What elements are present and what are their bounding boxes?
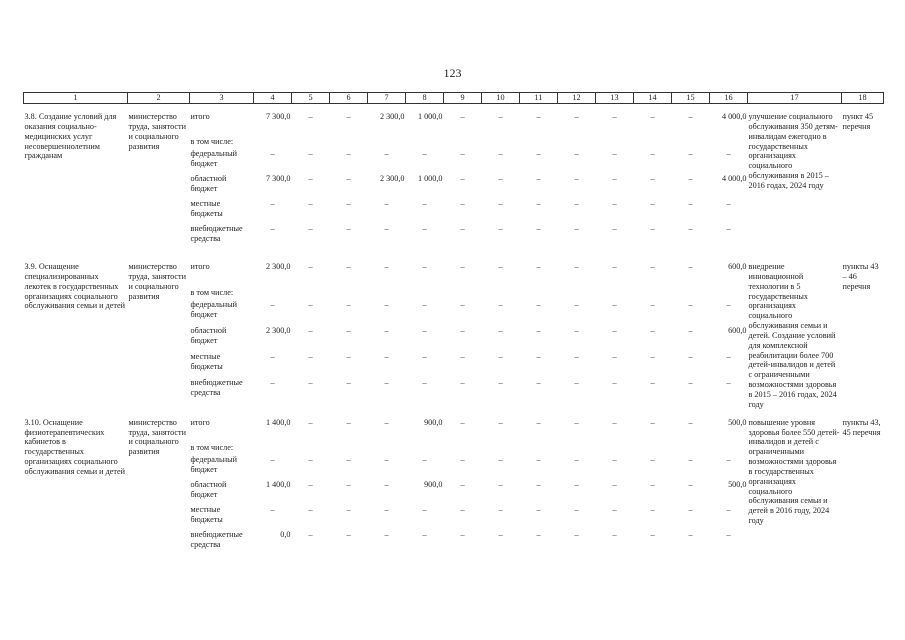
amount-cell: – bbox=[422, 224, 427, 233]
amount-cell bbox=[710, 137, 748, 149]
measure-name: 3.10. Оснащение физиотерапевтических кабинетов в государственных организациях социального обслуживания семьи и детей bbox=[24, 417, 126, 476]
amount-cell: – bbox=[498, 199, 503, 208]
funding-source: в том числе: bbox=[190, 287, 234, 297]
amount-cell: – bbox=[612, 224, 617, 233]
column-header-18: 18 bbox=[842, 93, 884, 104]
amount-cell: – bbox=[536, 199, 541, 208]
amount-cell: – bbox=[384, 417, 389, 427]
amount-cell: – bbox=[384, 352, 389, 362]
amount-cell: – bbox=[650, 529, 655, 539]
amount-cell: – bbox=[650, 262, 655, 271]
amount-cell: – bbox=[688, 224, 693, 233]
amount-cell bbox=[254, 288, 292, 300]
executor-name: министерство труда, занятости и социального развития bbox=[128, 262, 187, 301]
amount-cell: – bbox=[270, 504, 275, 514]
amount-cell: – bbox=[308, 174, 313, 183]
amount-cell: – bbox=[726, 300, 731, 310]
amount-cell: – bbox=[308, 326, 313, 336]
amount-cell: – bbox=[346, 454, 351, 464]
amount-cell: – bbox=[650, 199, 655, 208]
amount-cell: – bbox=[498, 417, 503, 427]
amount-cell: – bbox=[384, 262, 389, 271]
amount-cell: – bbox=[384, 199, 389, 208]
amount-cell: – bbox=[384, 326, 389, 336]
amount-cell: – bbox=[308, 262, 313, 271]
amount-cell bbox=[558, 288, 596, 300]
funding-source: внебюджетные средства bbox=[190, 224, 243, 243]
expected-result: повышение уровня здоровья более 550 детей-инвалидов и детей с ограниченными возможностями здоровья в государственных организациях социального обслуживания семьи и детей в 2016 году, 2024 году bbox=[748, 417, 840, 526]
amount-cell: 600,0 bbox=[728, 326, 747, 336]
amount-cell: – bbox=[308, 454, 313, 464]
amount-cell: – bbox=[346, 199, 351, 208]
amount-cell: – bbox=[612, 352, 617, 362]
amount-cell: – bbox=[346, 529, 351, 539]
amount-cell: – bbox=[270, 300, 275, 310]
amount-cell bbox=[254, 137, 292, 149]
amount-cell: – bbox=[346, 417, 351, 427]
page-number: 123 bbox=[443, 66, 462, 80]
amount-cell: – bbox=[308, 112, 313, 121]
amount-cell: – bbox=[688, 262, 693, 271]
amount-cell: – bbox=[460, 417, 465, 427]
amount-cell: – bbox=[384, 454, 389, 464]
amount-cell: – bbox=[460, 454, 465, 464]
column-header-7: 7 bbox=[368, 93, 406, 104]
funding-source: внебюджетные средства bbox=[190, 378, 243, 398]
amount-cell: 4 000,0 bbox=[721, 112, 747, 121]
amount-cell: – bbox=[612, 529, 617, 539]
amount-cell: – bbox=[612, 149, 617, 158]
table-row bbox=[24, 112, 884, 137]
amount-cell: – bbox=[384, 300, 389, 310]
funding-source: итого bbox=[190, 417, 210, 427]
amount-cell: – bbox=[536, 454, 541, 464]
column-header-10: 10 bbox=[482, 93, 520, 104]
amount-cell: – bbox=[498, 174, 503, 183]
amount-cell: – bbox=[650, 224, 655, 233]
amount-cell: – bbox=[650, 300, 655, 310]
amount-cell: 500,0 bbox=[728, 417, 747, 427]
amount-cell: – bbox=[346, 224, 351, 233]
amount-cell: 500,0 bbox=[728, 479, 747, 489]
amount-cell: – bbox=[536, 174, 541, 183]
amount-cell: – bbox=[650, 504, 655, 514]
amount-cell bbox=[482, 443, 520, 455]
amount-cell: 7 300,0 bbox=[265, 174, 291, 183]
amount-cell: – bbox=[688, 417, 693, 427]
amount-cell bbox=[596, 137, 634, 149]
amount-cell: – bbox=[498, 300, 503, 310]
amount-cell: 4 000,0 bbox=[721, 174, 747, 183]
funding-source: федеральный бюджет bbox=[190, 454, 238, 474]
amount-cell: – bbox=[384, 378, 389, 388]
amount-cell bbox=[520, 443, 558, 455]
amount-cell: – bbox=[536, 479, 541, 489]
amount-cell: – bbox=[308, 224, 313, 233]
amount-cell: – bbox=[346, 174, 351, 183]
amount-cell: – bbox=[384, 479, 389, 489]
amount-cell bbox=[672, 137, 710, 149]
amount-cell: – bbox=[270, 352, 275, 362]
funding-source: местные бюджеты bbox=[190, 504, 223, 524]
amount-cell bbox=[406, 137, 444, 149]
amount-cell: – bbox=[460, 149, 465, 158]
amount-cell: – bbox=[688, 149, 693, 158]
amount-cell: – bbox=[688, 529, 693, 539]
column-header-5: 5 bbox=[292, 93, 330, 104]
amount-cell: 2 300,0 bbox=[265, 326, 291, 336]
column-header-14: 14 bbox=[634, 93, 672, 104]
amount-cell bbox=[482, 137, 520, 149]
amount-cell: – bbox=[612, 300, 617, 310]
column-header-1: 1 bbox=[24, 93, 128, 104]
amount-cell bbox=[292, 288, 330, 300]
funding-source: федеральный бюджет bbox=[190, 300, 238, 320]
amount-cell: 2 300,0 bbox=[379, 174, 405, 183]
amount-cell: – bbox=[460, 504, 465, 514]
amount-cell: – bbox=[422, 326, 427, 336]
column-header-16: 16 bbox=[710, 93, 748, 104]
amount-cell: – bbox=[574, 300, 579, 310]
reference-items: пункты 43 – 46 перечня bbox=[842, 262, 879, 291]
amount-cell: 1 000,0 bbox=[417, 174, 443, 183]
amount-cell bbox=[292, 137, 330, 149]
amount-cell: – bbox=[460, 262, 465, 271]
amount-cell: – bbox=[346, 479, 351, 489]
amount-cell: – bbox=[726, 529, 731, 539]
amount-cell: – bbox=[422, 300, 427, 310]
amount-cell: – bbox=[574, 454, 579, 464]
header-row bbox=[24, 93, 884, 104]
amount-cell: – bbox=[536, 504, 541, 514]
amount-cell: – bbox=[574, 112, 579, 121]
amount-cell: – bbox=[726, 454, 731, 464]
amount-cell: – bbox=[346, 262, 351, 271]
amount-cell: 7 300,0 bbox=[265, 112, 291, 121]
amount-cell bbox=[444, 137, 482, 149]
amount-cell: – bbox=[422, 504, 427, 514]
funding-source: местные бюджеты bbox=[190, 352, 223, 372]
amount-cell: – bbox=[536, 300, 541, 310]
amount-cell bbox=[330, 137, 368, 149]
amount-cell: – bbox=[536, 224, 541, 233]
amount-cell: – bbox=[498, 326, 503, 336]
amount-cell bbox=[444, 288, 482, 300]
amount-cell: – bbox=[270, 454, 275, 464]
amount-cell: – bbox=[726, 352, 731, 362]
amount-cell: – bbox=[498, 378, 503, 388]
amount-cell: – bbox=[574, 199, 579, 208]
table-row bbox=[24, 418, 884, 443]
amount-cell bbox=[330, 443, 368, 455]
amount-cell: 2 300,0 bbox=[265, 262, 291, 271]
amount-cell: – bbox=[422, 199, 427, 208]
amount-cell: – bbox=[612, 479, 617, 489]
amount-cell: – bbox=[346, 326, 351, 336]
amount-cell: – bbox=[308, 417, 313, 427]
amount-cell bbox=[558, 137, 596, 149]
amount-cell: – bbox=[536, 529, 541, 539]
amount-cell: – bbox=[574, 262, 579, 271]
amount-cell: – bbox=[460, 300, 465, 310]
amount-cell: – bbox=[536, 352, 541, 362]
funding-source: областной бюджет bbox=[190, 479, 227, 499]
amount-cell: – bbox=[688, 378, 693, 388]
amount-cell: – bbox=[346, 300, 351, 310]
amount-cell bbox=[292, 443, 330, 455]
amount-cell: – bbox=[460, 352, 465, 362]
amount-cell: – bbox=[460, 529, 465, 539]
amount-cell: – bbox=[308, 149, 313, 158]
amount-cell: – bbox=[498, 149, 503, 158]
amount-cell bbox=[634, 137, 672, 149]
amount-cell: – bbox=[574, 149, 579, 158]
amount-cell bbox=[558, 443, 596, 455]
amount-cell: – bbox=[498, 224, 503, 233]
amount-cell: – bbox=[346, 352, 351, 362]
amount-cell: – bbox=[498, 479, 503, 489]
funding-source: местные бюджеты bbox=[190, 199, 223, 218]
amount-cell bbox=[406, 443, 444, 455]
amount-cell: – bbox=[384, 224, 389, 233]
table-row bbox=[24, 262, 884, 288]
amount-cell: – bbox=[270, 224, 275, 233]
measure-name: 3.9. Оснащение специализированных лекотек в государственных организациях социального обслуживания семьи и детей bbox=[24, 262, 126, 311]
amount-cell: – bbox=[688, 174, 693, 183]
amount-cell bbox=[672, 443, 710, 455]
amount-cell: – bbox=[460, 199, 465, 208]
block-spacer bbox=[24, 104, 884, 113]
amount-cell: 900,0 bbox=[424, 479, 443, 489]
amount-cell: – bbox=[612, 199, 617, 208]
amount-cell: 0,0 bbox=[280, 529, 291, 539]
amount-cell bbox=[634, 443, 672, 455]
funding-source: внебюджетные средства bbox=[190, 529, 243, 549]
amount-cell: – bbox=[612, 112, 617, 121]
funding-source: областной бюджет bbox=[190, 326, 227, 346]
amount-cell: – bbox=[612, 417, 617, 427]
amount-cell: 600,0 bbox=[728, 262, 747, 271]
amount-cell: – bbox=[726, 378, 731, 388]
amount-cell: – bbox=[688, 112, 693, 121]
amount-cell: 2 300,0 bbox=[379, 112, 405, 121]
amount-cell bbox=[634, 288, 672, 300]
amount-cell: – bbox=[270, 378, 275, 388]
amount-cell: – bbox=[346, 504, 351, 514]
amount-cell: – bbox=[498, 454, 503, 464]
amount-cell: – bbox=[536, 417, 541, 427]
amount-cell: – bbox=[308, 378, 313, 388]
column-header-9: 9 bbox=[444, 93, 482, 104]
reference-items: пункты 43, 45 перечня bbox=[842, 417, 881, 437]
amount-cell bbox=[672, 288, 710, 300]
executor-name: министерство труда, занятости и социального развития bbox=[128, 417, 187, 457]
block-spacer bbox=[24, 410, 884, 418]
amount-cell: – bbox=[346, 112, 351, 121]
amount-cell: – bbox=[650, 479, 655, 489]
amount-cell bbox=[368, 443, 406, 455]
amount-cell bbox=[406, 288, 444, 300]
amount-cell: – bbox=[688, 300, 693, 310]
amount-cell bbox=[520, 137, 558, 149]
funding-source: в том числе: bbox=[190, 442, 234, 452]
amount-cell bbox=[254, 443, 292, 455]
amount-cell: – bbox=[346, 149, 351, 158]
amount-cell: – bbox=[460, 326, 465, 336]
amount-cell: – bbox=[498, 262, 503, 271]
amount-cell: – bbox=[650, 454, 655, 464]
amount-cell: – bbox=[536, 378, 541, 388]
amount-cell: – bbox=[308, 199, 313, 208]
column-header-15: 15 bbox=[672, 93, 710, 104]
funding-source: областной бюджет bbox=[190, 174, 227, 193]
amount-cell: – bbox=[498, 352, 503, 362]
amount-cell: – bbox=[612, 378, 617, 388]
amount-cell: – bbox=[650, 417, 655, 427]
amount-cell: – bbox=[308, 504, 313, 514]
amount-cell: – bbox=[536, 149, 541, 158]
amount-cell: – bbox=[574, 174, 579, 183]
amount-cell: – bbox=[536, 112, 541, 121]
amount-cell: – bbox=[422, 149, 427, 158]
column-header-8: 8 bbox=[406, 93, 444, 104]
amount-cell: – bbox=[726, 224, 731, 233]
amount-cell: – bbox=[498, 112, 503, 121]
amount-cell: – bbox=[308, 479, 313, 489]
column-header-3: 3 bbox=[190, 93, 254, 104]
amount-cell: – bbox=[308, 352, 313, 362]
measure-name: 3.8. Создание условий для оказания социально-медицинских услуг несовершеннолетним гражданам bbox=[24, 112, 117, 161]
amount-cell bbox=[710, 288, 748, 300]
amount-cell: – bbox=[384, 529, 389, 539]
amount-cell bbox=[520, 288, 558, 300]
amount-cell bbox=[482, 288, 520, 300]
amount-cell: – bbox=[422, 529, 427, 539]
amount-cell: – bbox=[688, 352, 693, 362]
amount-cell bbox=[596, 288, 634, 300]
reference-items: пункт 45 перечня bbox=[842, 112, 874, 131]
amount-cell: – bbox=[612, 504, 617, 514]
block-spacer bbox=[24, 254, 884, 262]
amount-cell: – bbox=[574, 529, 579, 539]
amount-cell: 1 400,0 bbox=[265, 417, 291, 427]
amount-cell: – bbox=[460, 378, 465, 388]
amount-cell: – bbox=[574, 224, 579, 233]
amount-cell: – bbox=[270, 149, 275, 158]
amount-cell: – bbox=[612, 262, 617, 271]
amount-cell bbox=[444, 443, 482, 455]
amount-cell: – bbox=[346, 378, 351, 388]
column-header-17: 17 bbox=[748, 93, 842, 104]
amount-cell: – bbox=[688, 326, 693, 336]
amount-cell: – bbox=[650, 174, 655, 183]
executor-name: министерство труда, занятости и социального развития bbox=[128, 112, 187, 151]
column-header-4: 4 bbox=[254, 93, 292, 104]
amount-cell: – bbox=[650, 112, 655, 121]
amount-cell: – bbox=[612, 174, 617, 183]
column-header-13: 13 bbox=[596, 93, 634, 104]
column-header-12: 12 bbox=[558, 93, 596, 104]
amount-cell: – bbox=[422, 454, 427, 464]
amount-cell: – bbox=[422, 378, 427, 388]
amount-cell: – bbox=[536, 262, 541, 271]
amount-cell: – bbox=[726, 199, 731, 208]
amount-cell: – bbox=[270, 199, 275, 208]
column-header-6: 6 bbox=[330, 93, 368, 104]
amount-cell bbox=[330, 288, 368, 300]
expected-result: улучшение социального обслуживания 350 детям-инвалидам ежегодно в государственных организациях социального обслуживания в 2015 – 2016 годах, 2024 году bbox=[748, 112, 838, 190]
amount-cell: – bbox=[498, 504, 503, 514]
amount-cell: – bbox=[384, 504, 389, 514]
amount-cell: – bbox=[384, 149, 389, 158]
amount-cell: – bbox=[574, 326, 579, 336]
amount-cell: – bbox=[612, 454, 617, 464]
amount-cell: – bbox=[688, 199, 693, 208]
amount-cell: – bbox=[460, 174, 465, 183]
amount-cell bbox=[368, 137, 406, 149]
amount-cell: – bbox=[536, 326, 541, 336]
amount-cell: – bbox=[574, 504, 579, 514]
amount-cell: – bbox=[422, 262, 427, 271]
amount-cell: – bbox=[650, 352, 655, 362]
program-table bbox=[23, 92, 884, 560]
amount-cell: – bbox=[460, 112, 465, 121]
amount-cell: – bbox=[650, 326, 655, 336]
funding-source: итого bbox=[190, 262, 210, 271]
amount-cell: – bbox=[688, 504, 693, 514]
funding-source: итого bbox=[190, 112, 210, 121]
column-header-2: 2 bbox=[128, 93, 190, 104]
amount-cell bbox=[596, 443, 634, 455]
amount-cell: – bbox=[574, 417, 579, 427]
amount-cell: – bbox=[612, 326, 617, 336]
amount-cell: – bbox=[308, 300, 313, 310]
amount-cell: – bbox=[574, 378, 579, 388]
amount-cell: – bbox=[726, 504, 731, 514]
amount-cell: – bbox=[308, 529, 313, 539]
amount-cell: – bbox=[650, 149, 655, 158]
amount-cell: – bbox=[460, 224, 465, 233]
amount-cell: – bbox=[422, 352, 427, 362]
amount-cell: – bbox=[650, 378, 655, 388]
funding-source: федеральный бюджет bbox=[190, 149, 238, 168]
amount-cell: – bbox=[688, 454, 693, 464]
amount-cell: 1 400,0 bbox=[265, 479, 291, 489]
amount-cell: – bbox=[574, 479, 579, 489]
amount-cell bbox=[368, 288, 406, 300]
amount-cell: – bbox=[460, 479, 465, 489]
amount-cell bbox=[710, 443, 748, 455]
amount-cell: – bbox=[574, 352, 579, 362]
funding-source: в том числе: bbox=[190, 137, 234, 146]
amount-cell: 1 000,0 bbox=[417, 112, 443, 121]
amount-cell: – bbox=[688, 479, 693, 489]
amount-cell: – bbox=[726, 149, 731, 158]
expected-result: внедрение инновационной технологии в 5 государственных организациях социального обслуживания семьи и детей. Создание условий для комплексной реабилитации более 700 детей-инвалидов и детей с ограниченными возможностями здоровья в 2015 – 2016 годах, 2024 году bbox=[748, 262, 837, 409]
column-header-11: 11 bbox=[520, 93, 558, 104]
amount-cell: 900,0 bbox=[424, 417, 443, 427]
amount-cell: – bbox=[498, 529, 503, 539]
